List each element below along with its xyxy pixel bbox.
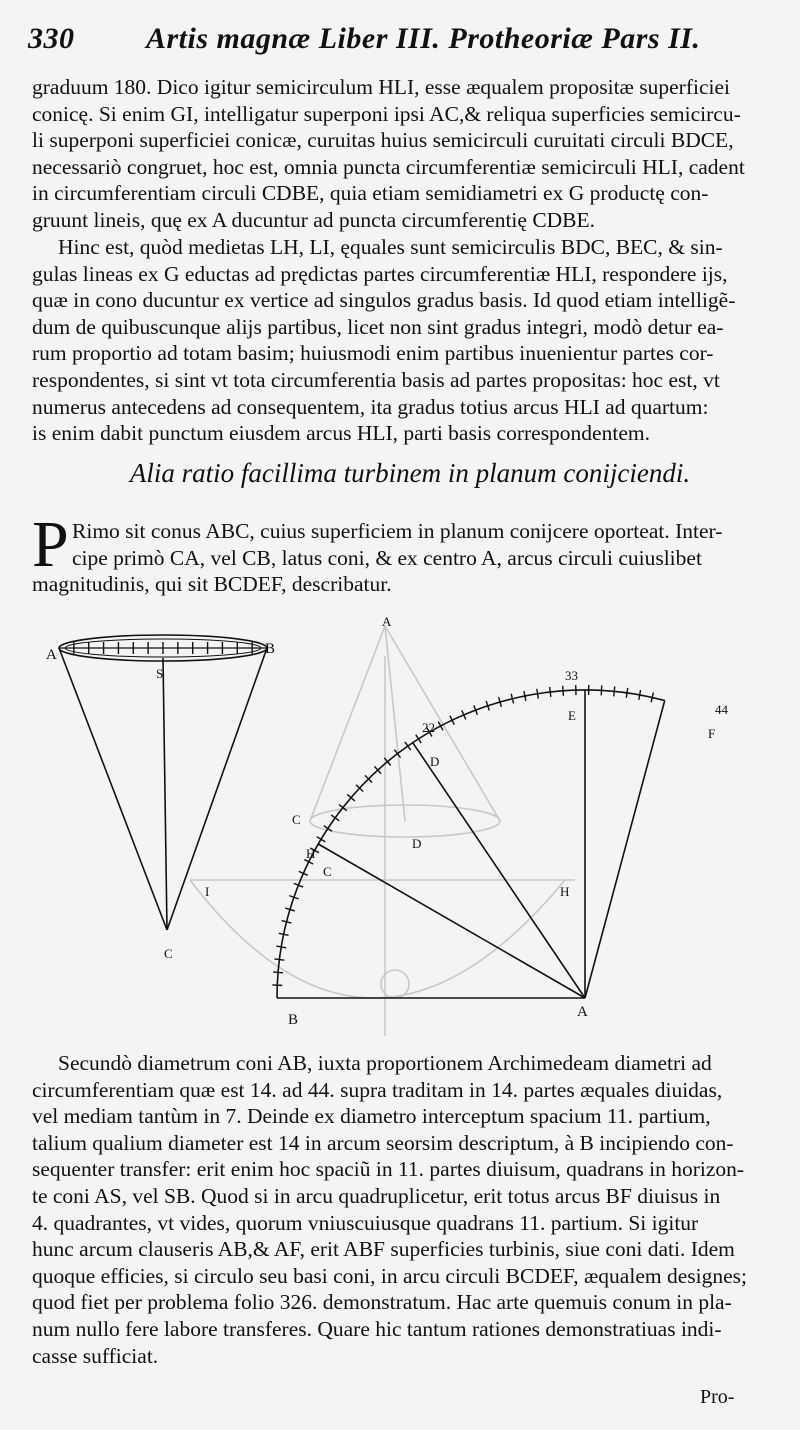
arc-number-22: 22 <box>422 720 435 735</box>
section-heading: Alia ratio facillima turbinem in planum conijciendi. <box>129 458 691 488</box>
arc-division-tick <box>276 946 286 948</box>
ghost-label-h: H <box>560 884 570 899</box>
paragraph-1 <box>32 74 772 234</box>
text-line: gulas lineas ex G eductas ad prędictas partes circumferentiæ HLI, respondere ijs, <box>32 261 728 286</box>
arc-label-c: C <box>323 864 332 879</box>
arc-division-tick <box>563 686 564 696</box>
text-line: numerus antecedens ad consequentem, ita gradus totius arcus HLI ad quartum: <box>32 394 709 419</box>
arc-label-d: D <box>430 754 440 769</box>
running-head <box>28 22 768 62</box>
text-line: hunc arcum clauseris AB,& AF, erit ABF superficies turbinis, siue coni dati. Idem <box>32 1237 735 1262</box>
catchword: Pro- <box>700 1386 735 1408</box>
arc-number-44: 44 <box>715 702 728 717</box>
text-line: sequenter transfer: erit enim hoc spaciũ in 11. partes diuisum, quadrans in horizon- <box>32 1157 745 1182</box>
arc-division-tick <box>639 690 641 700</box>
cone-label-b: B <box>265 641 276 657</box>
text-line: quod fiet per problema folio 326. demonstratum. Hac arte quemuis conum in pla- <box>32 1290 732 1315</box>
arc-label-b: B <box>288 1012 299 1028</box>
text-line: num nullo fere labore transferes. Quare hic tantum rationes demonstratiuas indi- <box>32 1316 722 1341</box>
page-number: 330 <box>28 22 75 55</box>
text-line: talium qualium diameter est 14 in arcum seorsim descriptum, à B incipiendo con- <box>32 1130 734 1155</box>
cone-development-diagram <box>30 596 770 1036</box>
cone-label-a: A <box>46 647 57 663</box>
text-line: te coni AS, vel SB. Quod si in arcu quadruplicetur, erit totus arcus BF diuisus in <box>32 1183 721 1208</box>
text-line: in circumferentiam circuli CDBE, quia etiam semidiametri ex G productę con- <box>32 181 709 206</box>
arc-label-f: F <box>708 726 716 741</box>
text-line: li superponi superficiei conicæ, curuitas huius semicirculi curuitati circuli BDCE, <box>32 128 734 153</box>
text-line: conicę. Si enim GI, intelligatur superponi ipsi AC,& reliqua superficies semicircu- <box>32 101 741 126</box>
text-line: rum proportio ad totam basim; huiusmodi enim partibus inuenientur partes cor- <box>32 341 714 366</box>
arc-division-tick <box>550 687 551 697</box>
arc-division-tick <box>274 959 284 960</box>
arc-number-33: 33 <box>565 668 578 683</box>
arc-division-tick <box>537 689 539 699</box>
text-line: gruunt lineis, quę ex A ducuntur ad puncta circumferentię CDBE. <box>32 207 596 232</box>
ghost-label-i: I <box>205 884 210 899</box>
arc-division-tick <box>601 685 602 695</box>
drop-cap: P <box>32 508 69 581</box>
text-line: Hinc est, quòd medietas LH, LI, ęquales sunt semicirculis BDC, BEC, & sin- <box>58 235 723 259</box>
ghost-label-d: D <box>412 836 422 851</box>
arc-division-tick <box>524 691 526 701</box>
text-line: dum de quibuscunque alijs partibus, licet non sint gradus integri, modò detur ea- <box>32 314 724 339</box>
cone-label-c: C <box>164 946 173 961</box>
ghost-label-c: C <box>292 812 301 827</box>
paragraph-2 <box>32 234 772 447</box>
text-line: circumferentiam quæ est 14. ad 44. supra traditam in 14. partes æquales diuidas, <box>32 1077 723 1102</box>
text-line: casse sufficiat. <box>32 1343 159 1368</box>
geometric-figure <box>30 596 770 1036</box>
running-head-title: Artis magnæ Liber III. Protheoriæ Pars II. <box>146 22 701 55</box>
text-line: graduum 180. Dico igitur semicirculum HLI, esse æqualem propositæ superficiei <box>32 75 731 99</box>
text-line: Secundò diametrum coni AB, iuxta proportionem Archimedeam diametri ad <box>58 1051 712 1075</box>
arc-division-tick <box>331 815 339 821</box>
arc-division-tick <box>405 742 411 750</box>
arc-label-e: E <box>568 708 576 723</box>
arc-division-tick <box>317 837 326 842</box>
development-drawing <box>272 685 664 998</box>
ghost-label-a: A <box>382 614 392 629</box>
arc-label-h: H <box>306 846 316 861</box>
text-line: vel mediam tantùm in 7. Deinde ex diametro interceptum spacium 11. partium, <box>32 1104 711 1129</box>
paragraph-4 <box>32 1050 772 1369</box>
text-line: Rimo sit conus ABC, cuius superficiem in planum conijcere oporteat. Inter- <box>72 519 723 543</box>
text-line: cipe primò CA, vel CB, latus coni, & ex centro A, arcus circuli cuiuslibet <box>72 545 702 570</box>
text-line: respondentes, si sint vt tota circumferentia basis ad partes propositas: hoc est, vt <box>32 367 720 392</box>
arc-division-tick <box>614 686 615 696</box>
text-line: necessariò congruet, hoc est, omnia puncta circumferentiæ semicirculi HLI, cadent <box>32 154 745 179</box>
arc-label-a: A <box>577 1004 588 1020</box>
text-line: quoque efficies, si circulo seu basi coni, in arcu circuli BCDEF, æqualem designes; <box>32 1263 747 1288</box>
text-line: 4. quadrantes, vt vides, quorum vniuscuiusque quadrans 11. partium. Si igitur <box>32 1210 699 1235</box>
arc-division-tick <box>416 735 421 743</box>
text-line: quæ in cono ducuntur ex vertice ad singulos gradus basis. Id quod etiam intelligẽ- <box>32 288 736 313</box>
arc-division-tick <box>626 688 627 698</box>
cone-label-s: S <box>156 666 164 681</box>
arc-division-tick <box>273 972 283 973</box>
paragraph-3 <box>32 518 772 598</box>
ghost-show-through <box>190 626 575 1036</box>
text-line: magnitudinis, qui sit BCDEF, describatur. <box>32 572 392 597</box>
text-line: is enim dabit punctum eiusdem arcus HLI, parti basis correspondentem. <box>32 421 650 446</box>
